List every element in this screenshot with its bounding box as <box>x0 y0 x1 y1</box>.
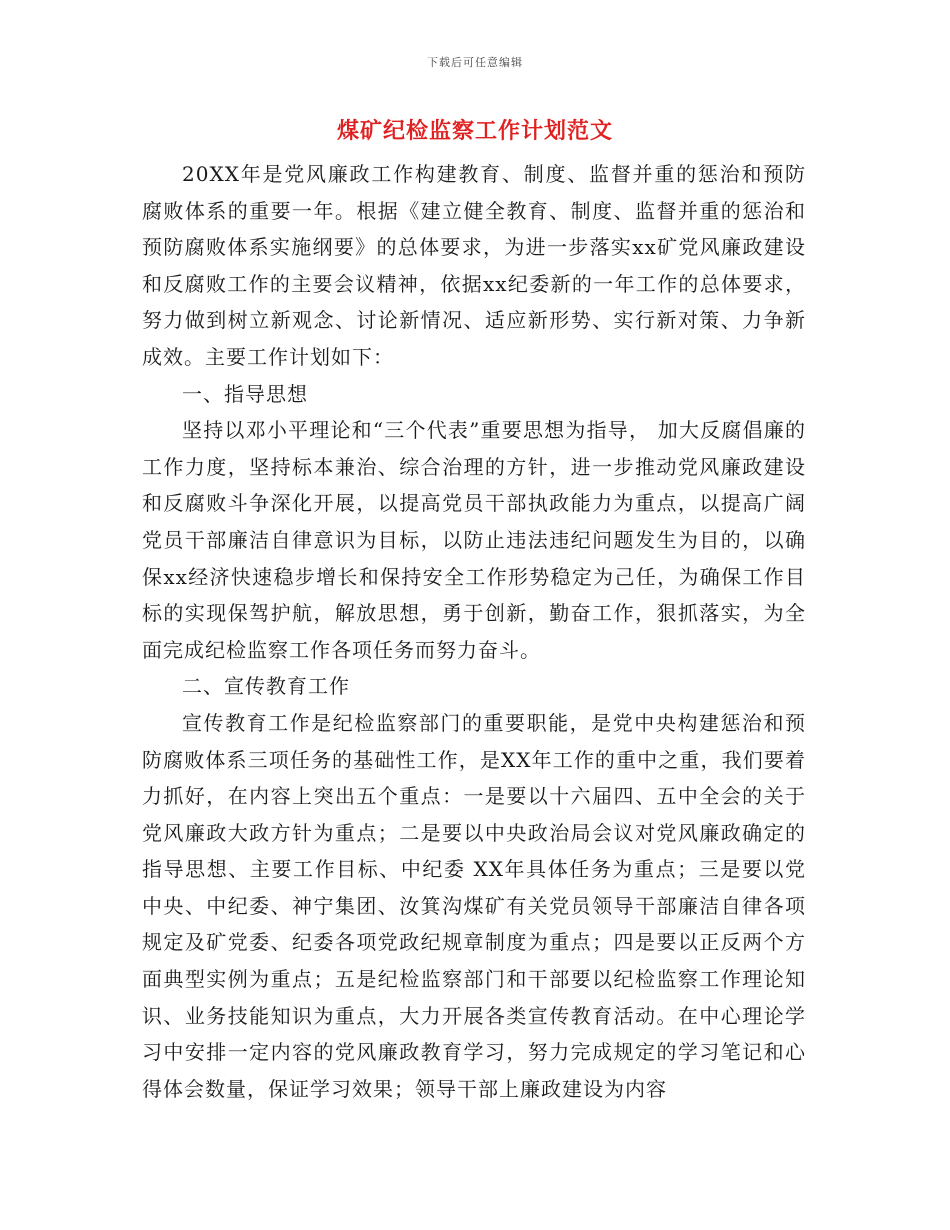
education-paragraph: 宣传教育工作是纪检监察部门的重要职能，是党中央构建惩治和预防腐败体系三项任务的基础性工作，是XX年工作的重中之重，我们要着力抓好，在内容上突出五个重点：一是要以十六届四、五中全会的关于党风廉政大政方针为重点；二是要以中央政治局会议对党风廉政确定的指导思想、主要工作目标、中纪委 XX年具体任务为重点；三是要以党中央、中纪委、神宁集团、汝箕沟煤矿有关党员领导干部廉洁自律各项规定及矿党委、纪委各项党政纪规章制度为重点；四是要以正反两个方面典型实例为重点；五是纪检监察部门和干部要以纪检监察工作理论知识、业务技能知识为重点，大力开展各类宣传教育活动。在中心理论学习中安排一定内容的党风廉政教育学习，努力完成规定的学习笔记和心得体会数量，保证学习效果；领导干部上廉政建设为内容 <box>142 710 806 1101</box>
header-note: 下载后可任意编辑 <box>427 56 523 69</box>
section-heading-education: 二、宣传教育工作 <box>182 674 350 699</box>
document-title: 煤矿纪检监察工作计划范文 <box>336 118 613 144</box>
section-heading-guiding-ideology: 一、指导思想 <box>182 381 308 406</box>
intro-paragraph: 20XX年是党风廉政工作构建教育、制度、监督并重的惩治和预防腐败体系的重要一年。根据《建立健全教育、制度、监督并重的惩治和预防腐败体系实施纲要》的总体要求，为进一步落实xx矿党风廉政建设和反腐败工作的主要会议精神，依据xx纪委新的一年工作的总体要求，努力做到树立新观念、讨论新情况、适应新形势、实行新对策、力争新成效。主要工作计划如下： <box>142 162 806 369</box>
document-body <box>142 156 806 1107</box>
guiding-ideology-paragraph: 坚持以邓小平理论和“三个代表”重要思想为指导， 加大反腐倡廉的工作力度，坚持标本兼治、综合治理的方针，进一步推动党风廉政建设和反腐败斗争深化开展，以提高党员干部执政能力为重点，以提高广阔党员干部廉洁自律意识为目标，以防止违法违纪问题发生为目的，以确保xx经济快速稳步增长和保持安全工作形势稳定为己任，为确保工作目标的实现保驾护航，解放思想，勇于创新，勤奋工作，狠抓落实，为全面完成纪检监察工作各项任务而努力奋斗。 <box>142 418 806 662</box>
